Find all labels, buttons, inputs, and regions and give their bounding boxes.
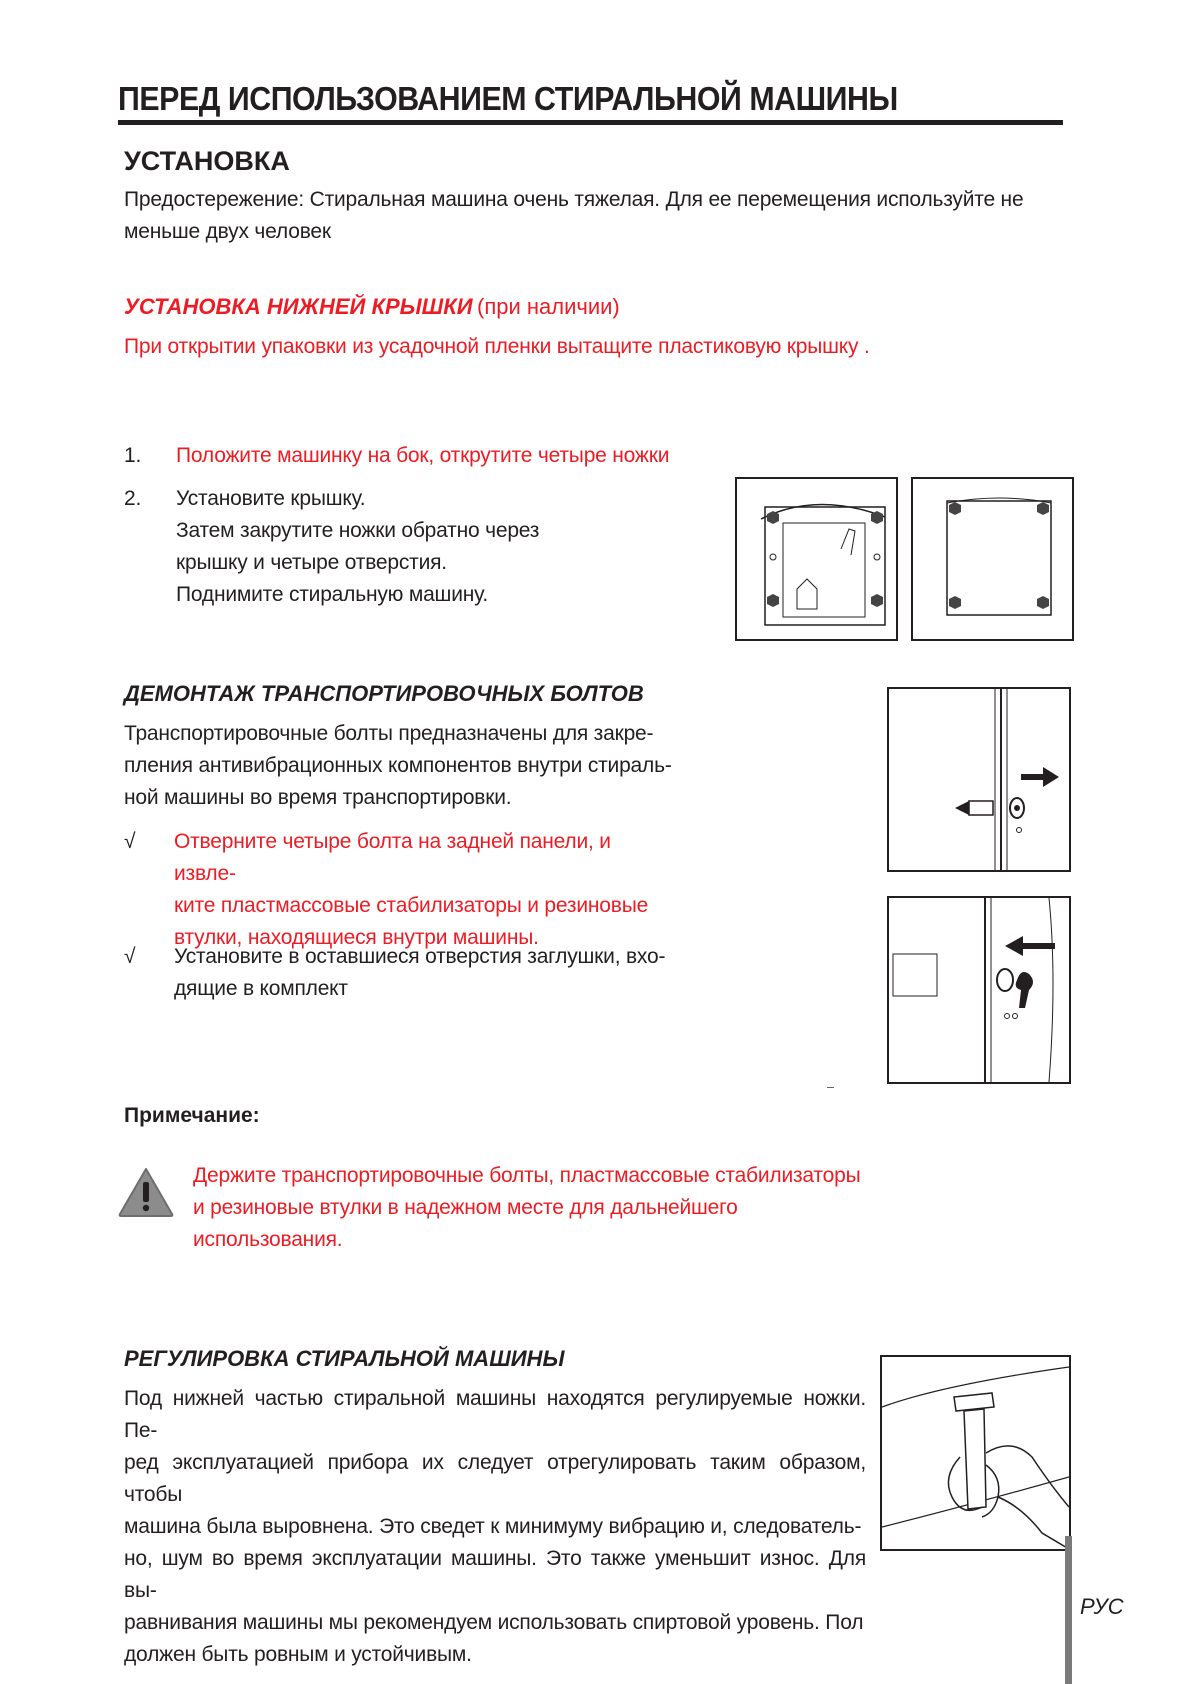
leveling-heading: РЕГУЛИРОВКА СТИРАЛЬНОЙ МАШИНЫ <box>124 1346 565 1371</box>
leveling-line: Под нижней частью стиральной машины находятся регулируемые ножки. Пе- <box>124 1387 866 1442</box>
page-language-label: РУС <box>1080 1594 1124 1619</box>
leveling-paragraph <box>124 1383 866 1671</box>
bolts-paragraph <box>124 718 675 814</box>
leveling-line: но, шум во время эксплуатации машины. Это также уменьшит износ. Для вы- <box>124 1547 866 1602</box>
step-line: крышку и четыре отверстия. <box>176 551 447 574</box>
note-line: Держите транспортировочные болты, пластмассовые стабилизаторы <box>193 1164 861 1187</box>
warning-line: Предостережение: Стиральная машина очень тяжелая. Для ее перемещения используйте не <box>124 188 1024 211</box>
note-line: использования. <box>193 1228 343 1251</box>
step-text <box>176 483 539 611</box>
step-number: 1. <box>124 444 142 467</box>
bolts-heading: ДЕМОНТАЖ ТРАНСПОРТИРОВОЧНЫХ БОЛТОВ <box>124 681 644 706</box>
check-mark: √ <box>124 945 136 968</box>
step-line: Затем закрутите ножки обратно через <box>176 519 540 542</box>
bolts-item-line: Установите в оставшиеся отверстия заглушки, вхо- <box>174 945 666 968</box>
bolts-item-line: дящие в комплект <box>174 977 348 1000</box>
warning-triangle-icon <box>117 1166 175 1218</box>
bolts-line: Транспортировочные болты предназначены для закре- <box>124 722 654 745</box>
page-title: ПЕРЕД ИСПОЛЬЗОВАНИЕМ СТИРАЛЬНОЙ МАШИНЫ <box>118 80 898 117</box>
note-line: и резиновые втулки в надежном месте для дальнейшего <box>193 1196 738 1219</box>
bolts-line: пления антивибрационных компонентов внутри стираль- <box>124 754 672 777</box>
leveling-line: машина была выровнена. Это сведет к минимуму вибрацию и, следователь- <box>124 1515 862 1538</box>
leveling-line: должен быть ровным и устойчивым. <box>124 1643 472 1666</box>
bottom-cover-note: (при наличии) <box>477 294 620 319</box>
cap-insert-figure <box>887 896 1071 1084</box>
note-text <box>193 1160 860 1256</box>
leveling-line: равнивания машины мы рекомендуем использовать спиртовой уровень. Пол <box>124 1611 864 1634</box>
small-dash <box>827 1087 834 1088</box>
bolts-item <box>174 941 675 1005</box>
leveling-foot-figure <box>880 1355 1071 1551</box>
warning-line: меньше двух человек <box>124 220 331 243</box>
bolts-item <box>174 826 675 954</box>
bottom-cover-intro: При открытии упаковки из усадочной пленки вытащите пластиковую крышку . <box>124 335 870 358</box>
bottom-cover-heading <box>124 294 620 320</box>
step-line: Установите крышку. <box>176 487 366 510</box>
page-side-bar <box>1065 1536 1072 1684</box>
bolts-item-line: Отверните четыре болта на задней панели, и извле- <box>174 830 611 885</box>
installation-heading: УСТАНОВКА <box>124 146 290 176</box>
step-text: Положите машинку на бок, открутите четыре ножки <box>176 444 670 467</box>
title-rule <box>118 120 1063 125</box>
bottom-cover-figure <box>911 477 1074 641</box>
check-mark: √ <box>124 830 136 853</box>
bolts-line: ной машины во время транспортировки. <box>124 786 512 809</box>
bolt-removal-figure <box>887 687 1071 872</box>
leveling-line: ред эксплуатацией прибора их следует отрегулировать таким образом, чтобы <box>124 1451 866 1506</box>
step-number: 2. <box>124 487 142 510</box>
installation-warning <box>124 184 1064 248</box>
bolts-item-line: ките пластмассовые стабилизаторы и резиновые <box>174 894 649 917</box>
bolts-item-line: втулки, находящиеся внутри машины. <box>174 926 539 949</box>
bottom-cover-title: УСТАНОВКА НИЖНЕЙ КРЫШКИ <box>124 294 473 319</box>
machine-bottom-figure <box>735 477 898 641</box>
note-label: Примечание: <box>124 1104 260 1127</box>
step-line: Поднимите стиральную машину. <box>176 583 488 606</box>
